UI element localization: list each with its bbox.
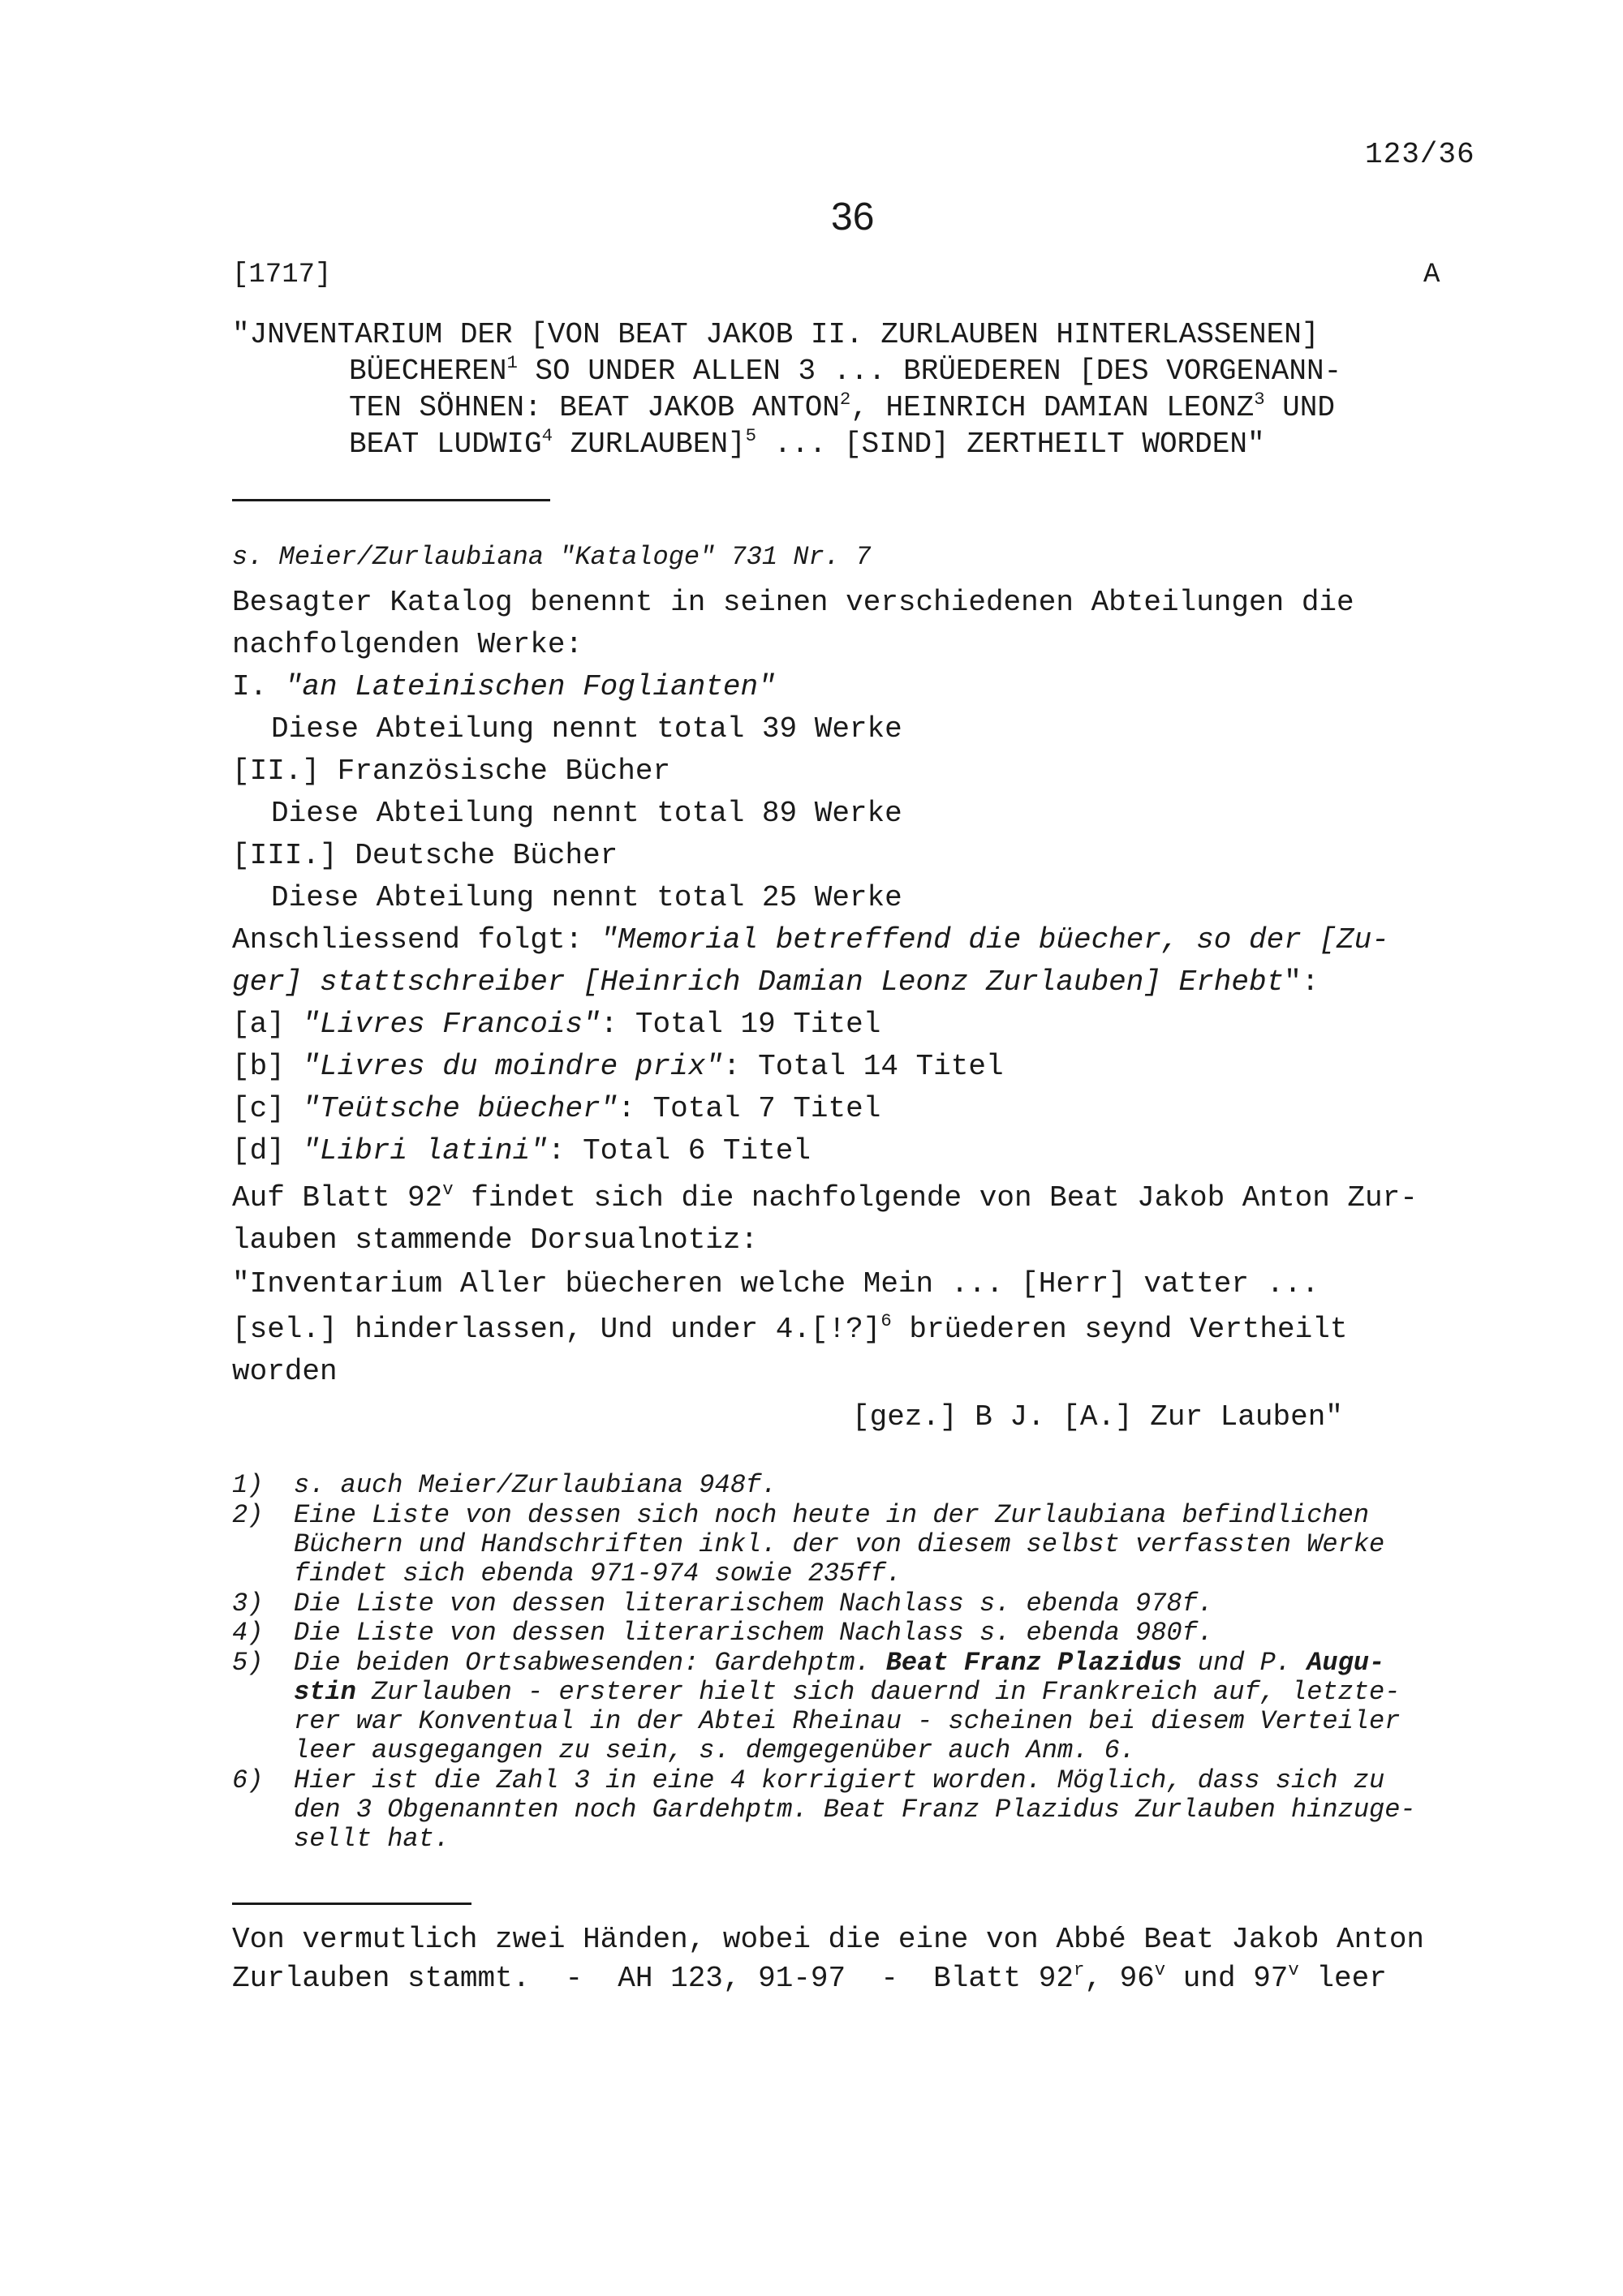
folio-side: v <box>442 1179 454 1201</box>
blatt-line-2: lauben stammende Dorsualnotiz: <box>232 1223 759 1257</box>
title-text: ZURLAUBEN] <box>553 428 746 461</box>
item-label: [c] <box>232 1092 303 1125</box>
footnote-ref: 6 <box>880 1310 892 1332</box>
footnote-number: 5) <box>232 1648 264 1678</box>
footnote-text: Hier ist die Zahl 3 in eine 4 korrigiert worden. Möglich, dass sich zu <box>294 1765 1385 1795</box>
quote-text: [sel.] hinderlassen, Und under 4.[!?] <box>232 1313 881 1346</box>
section-title: "an Lateinischen Foglianten" <box>284 670 776 703</box>
memorial-end: ": <box>1284 965 1319 999</box>
quote-line-3: worden <box>232 1355 338 1388</box>
footnote-text: Büchern und Handschriften inkl. der von diesem selbst verfassten Werke <box>294 1529 1385 1559</box>
footnote-text <box>294 1648 1384 1678</box>
source-text: , 96 <box>1084 1962 1155 1995</box>
quote-line-2 <box>232 1310 1348 1346</box>
footnote-text: leer ausgegangen zu sein, s. demgegenüber auch Anm. 6. <box>294 1735 1135 1765</box>
title-line-4 <box>349 425 1265 461</box>
blatt-text: findet sich die nachfolgende von Beat Jakob Anton Zur- <box>453 1181 1418 1215</box>
item-total: : Total 6 Titel <box>547 1134 811 1167</box>
item-title: "Livres Francois" <box>302 1008 601 1041</box>
list-item <box>232 1050 1004 1083</box>
reference-line: s. Meier/Zurlaubiana "Kataloge" 731 Nr. 7 <box>232 542 872 572</box>
footnote-number: 4) <box>232 1618 264 1648</box>
folio-side: r <box>1073 1959 1085 1981</box>
footnote-text: Die Liste von dessen literarischem Nachlass s. ebenda 980f. <box>294 1618 1213 1648</box>
section-1-count: Diese Abteilung nennt total 39 Werke <box>271 712 902 746</box>
source-note-line-1: Von vermutlich zwei Händen, wobei die eine von Abbé Beat Jakob Anton <box>232 1923 1425 1956</box>
source-text: und 97 <box>1165 1962 1289 1995</box>
footnote-ref: 5 <box>745 425 757 447</box>
footnote-ref: 1 <box>506 352 518 374</box>
footnote-text: sellt hat. <box>294 1824 450 1854</box>
section-3-title: [III.] Deutsche Bücher <box>232 839 618 872</box>
footnote-number: 1) <box>232 1470 264 1500</box>
person-name: Augu- <box>1307 1648 1385 1678</box>
title-line-3 <box>349 391 1335 424</box>
title-text: ... [SIND] ZERTHEILT WORDEN" <box>756 428 1265 461</box>
memorial-line-1 <box>232 923 1389 957</box>
source-text: Zurlauben stammt. - AH 123, 91-97 - Blatt 92 <box>232 1962 1074 1995</box>
title-text: UND <box>1264 391 1335 424</box>
item-total: : Total 14 Titel <box>722 1050 1004 1083</box>
memorial-title: ger] stattschreiber [Heinrich Damian Leonz Zurlauben] Erhebt <box>232 965 1285 999</box>
folio-side: v <box>1288 1959 1299 1981</box>
footnote-span: und P. <box>1182 1648 1307 1678</box>
footnote-ref: 2 <box>839 389 851 411</box>
section-prefix: I. <box>232 670 285 703</box>
footnote-number: 2) <box>232 1500 264 1530</box>
footnote-number: 6) <box>232 1765 264 1795</box>
item-label: [a] <box>232 1008 303 1041</box>
list-item <box>232 1092 880 1125</box>
memorial-title: "Memorial betreffend die büecher, so der [Zu- <box>600 923 1389 957</box>
title-line-1: "JNVENTARIUM DER [VON BEAT JAKOB II. ZURLAUBEN HINTERLASSENEN] <box>232 318 1319 351</box>
footnote-text: Die Liste von dessen literarischem Nachlass s. ebenda 978f. <box>294 1589 1213 1619</box>
divider <box>232 1903 471 1905</box>
item-label: [b] <box>232 1050 303 1083</box>
divider <box>232 499 550 501</box>
title-text: BEAT LUDWIG <box>349 428 542 461</box>
list-item <box>232 1134 811 1167</box>
section-2-title: [II.] Französische Bücher <box>232 755 671 788</box>
footnote-ref: 4 <box>541 425 553 447</box>
footnote-span: Zurlauben - ersterer hielt sich dauernd in Frankreich auf, letzte- <box>355 1677 1401 1707</box>
page-reference: 123/36 <box>1365 138 1475 171</box>
memorial-prefix: Anschliessend folgt: <box>232 923 601 957</box>
item-label: [d] <box>232 1134 303 1167</box>
memorial-line-2 <box>232 965 1319 999</box>
section-2-count: Diese Abteilung nennt total 89 Werke <box>271 797 902 830</box>
intro-line-2: nachfolgenden Werke: <box>232 628 583 661</box>
section-1-title <box>232 670 776 703</box>
footnote-text: rer war Konventual in der Abtei Rheinau - scheinen bei diesem Verteiler <box>294 1706 1401 1736</box>
footnote-ref: 3 <box>1254 389 1265 411</box>
footnote-number: 3) <box>232 1589 264 1619</box>
folio-side: v <box>1154 1959 1166 1981</box>
footnote-text: s. auch Meier/Zurlaubiana 948f. <box>294 1470 777 1500</box>
date-label: [1717] <box>232 260 332 290</box>
item-title: "Teütsche büecher" <box>302 1092 618 1125</box>
intro-line-1: Besagter Katalog benennt in seinen verschiedenen Abteilungen die <box>232 586 1354 619</box>
blatt-line-1 <box>232 1181 1418 1215</box>
item-title: "Livres du moindre prix" <box>302 1050 723 1083</box>
item-title: "Libri latini" <box>302 1134 548 1167</box>
item-total: : Total 7 Titel <box>618 1092 881 1125</box>
blatt-text: Auf Blatt 92 <box>232 1181 443 1215</box>
class-letter: A <box>1423 260 1440 290</box>
page-number: 36 <box>831 196 875 239</box>
footnote-text <box>294 1677 1400 1707</box>
list-item <box>232 1008 880 1041</box>
item-total: : Total 19 Titel <box>600 1008 881 1041</box>
footnote-text: den 3 Obgenannten noch Gardehptm. Beat Franz Plazidus Zurlauben hinzuge- <box>294 1795 1416 1825</box>
person-name: stin <box>294 1677 356 1707</box>
footnote-span: Die beiden Ortsabwesenden: Gardehptm. <box>294 1648 886 1678</box>
signature: [gez.] B J. [A.] Zur Lauben" <box>852 1400 1343 1434</box>
source-note-line-2 <box>232 1959 1387 1995</box>
footnote-text: Eine Liste von dessen sich noch heute in der Zurlaubiana befindlichen <box>294 1500 1370 1530</box>
title-text: SO UNDER ALLEN 3 ... BRÜEDEREN [DES VORGENANN- <box>517 355 1342 388</box>
title-text: , HEINRICH DAMIAN LEONZ <box>850 391 1255 424</box>
source-text: leer <box>1298 1962 1387 1995</box>
quote-text: brüederen seynd Vertheilt <box>891 1313 1348 1346</box>
title-text: TEN SÖHNEN: BEAT JAKOB ANTON <box>349 391 840 424</box>
person-name: Beat Franz Plazidus <box>885 1648 1182 1678</box>
section-3-count: Diese Abteilung nennt total 25 Werke <box>271 881 902 914</box>
footnote-text: findet sich ebenda 971-974 sowie 235ff. <box>294 1559 902 1589</box>
title-line-2 <box>349 352 1342 388</box>
quote-line-1: "Inventarium Aller büecheren welche Mein ... [Herr] vatter ... <box>232 1267 1319 1301</box>
title-text: BÜECHEREN <box>349 355 507 388</box>
